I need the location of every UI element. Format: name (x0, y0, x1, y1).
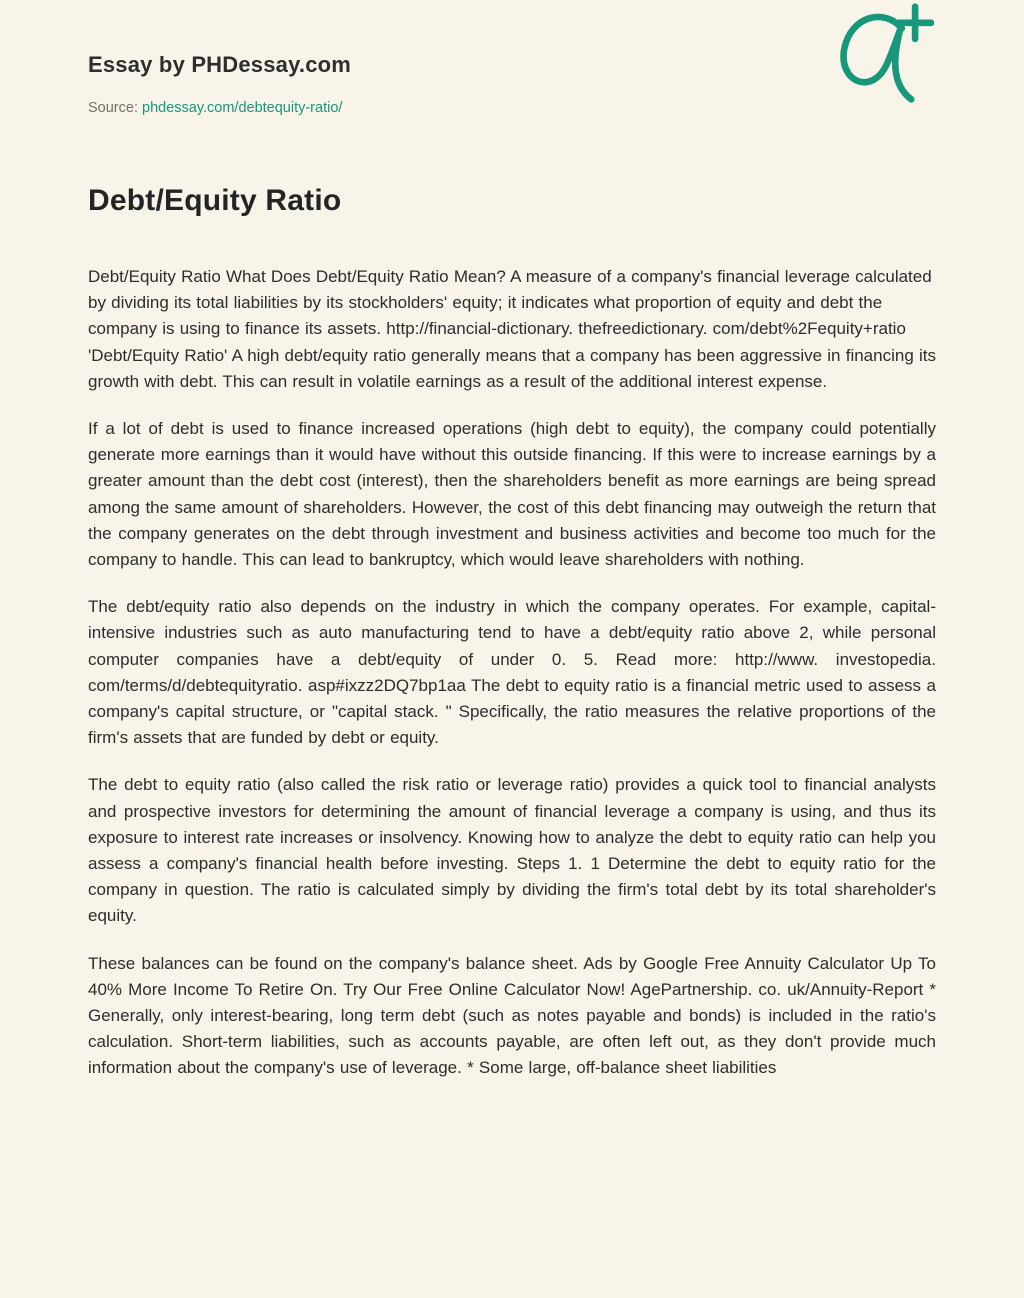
brand-title: Essay by PHDessay.com (88, 52, 352, 77)
paragraph: If a lot of debt is used to finance increased operations (high debt to equity), the company could potentially generate more earnings than it would have without this outside financing. If this were to increase earnings by a greater amount than the debt cost (interest), then the shareholders benefit as more earnings are being spread among the same amount of shareholders. However, the cost of this debt financing may outweigh the return that the company generates on the debt through investment and business activities and become too much for the company to handle. This can lead to bankruptcy, which would leave shareholders with nothing. (88, 419, 936, 570)
paragraph: Debt/Equity Ratio What Does Debt/Equity Ratio Mean? A measure of a company's financial leverage calculated by dividing its total liabilities by its stockholders' equity; it indicates what proportion of equity and debt the company is using to finance its assets. http://financial-dictionary. thefreedictionary. com/debt%2Fequity+ratio 'Debt/Equity Ratio' A high debt/equity ratio generally means that a company has been aggressive in financing its growth with debt. This can result in volatile earnings as a result of the additional interest expense. (88, 267, 936, 391)
page-header (88, 0, 936, 116)
paragraph: These balances can be found on the company's balance sheet. Ads by Google Free Annuity Calculator Up To 40% More Income To Retire On. Try Our Free Online Calculator Now! AgePartnership. co. uk/Annuity-Report * Generally, only interest-bearing, long term debt (such as notes payable and bonds) is included in the ratio's calculation. Short-term liabilities, such as accounts payable, are often left out, as they don't provide much information about the company's use of leverage. * Some large, off-balance sheet liabilities (88, 953, 936, 1078)
source-label: Source: (88, 100, 142, 116)
source-link[interactable]: phdessay.com/debtequity-ratio/ (142, 100, 343, 116)
paragraph: The debt/equity ratio also depends on the industry in which the company operates. For example, capital-intensive industries such as auto manufacturing tend to have a debt/equity ratio above 2, while personal computer companies have a debt/equity of under 0. 5. Read more: http://www. investopedia. com/terms/d/debtequityratio. asp#ixzz2DQ7bp1aa The debt to equity ratio is a financial metric used to assess a company's capital structure, or "capital stack. " Specifically, the ratio measures the relative proportions of the firm's assets that are funded by debt or equity. (88, 597, 936, 748)
paragraph: The debt to equity ratio (also called the risk ratio or leverage ratio) provides a quick tool to financial analysts and prospective investors for determining the amount of financial leverage a company is using, and thus its exposure to interest rate increases or insolvency. Knowing how to analyze the debt to equity ratio can help you assess a company's financial health before investing. Steps 1. 1 Determine the debt to equity ratio for the company in question. The ratio is calculated simply by dividing the firm's total debt by its total shareholder's equity. (88, 775, 936, 926)
essay-title: Debt/Equity Ratio (88, 184, 342, 217)
source-line (88, 100, 936, 116)
essay-body (88, 264, 936, 1082)
phdessay-a-plus-logo-icon (830, 2, 934, 106)
